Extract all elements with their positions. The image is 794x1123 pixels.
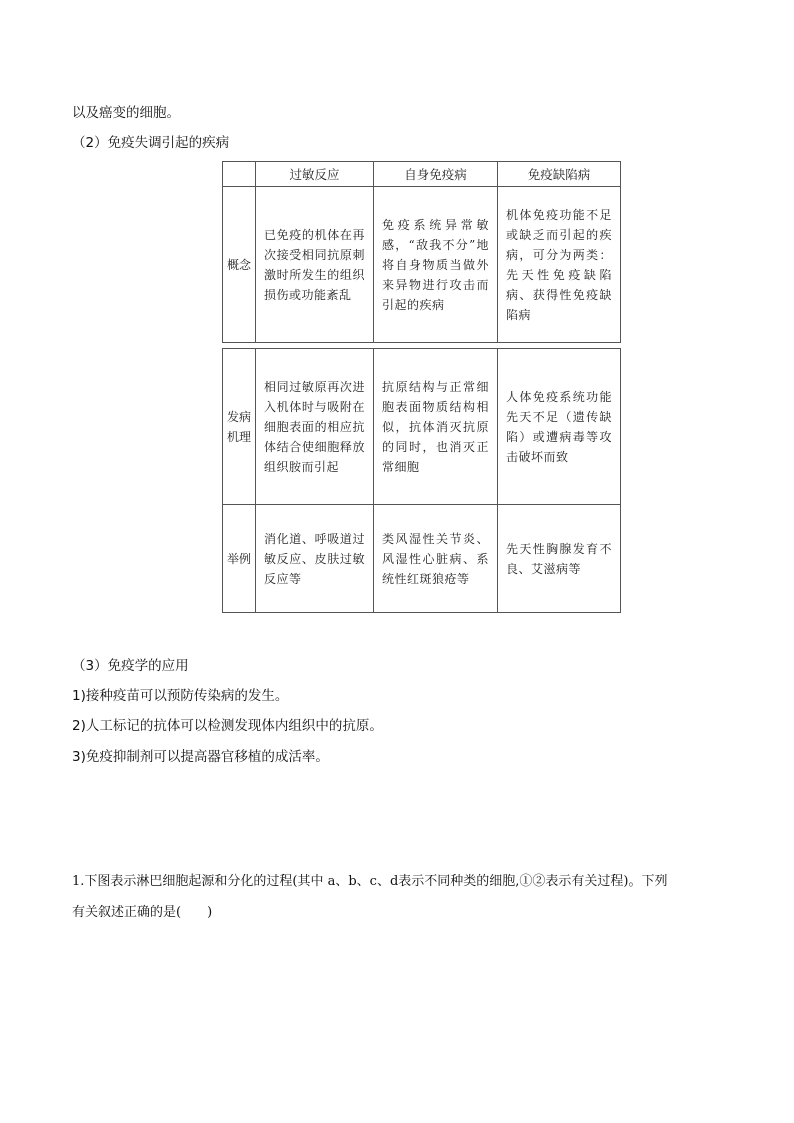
application-item-2: 2)人工标记的抗体可以检测发现体内组织中的抗原。 [72,718,383,734]
cell-examples-immunodeficiency: 先天性胸腺发育不良、艾滋病等 [498,505,621,613]
section2-title: （2）免疫失调引起的疾病 [72,135,230,151]
row-label-examples: 举例 [223,505,256,613]
question-line-1: 1.下图表示淋巴细胞起源和分化的过程(其中 a、b、c、d表示不同种类的细胞,①②表示有关过程)。下列 [72,874,668,889]
table-row-concept [223,187,621,343]
table-row-examples [223,505,621,613]
row-label-mechanism: 发病机理 [223,349,256,505]
section3-title: （3）免疫学的应用 [72,658,189,674]
cell-examples-allergy: 消化道、呼吸道过敏反应、皮肤过敏反应等 [256,505,374,613]
cell-concept-immunodeficiency: 机体免疫功能不足或缺乏而引起的疾病，可分为两类：先天性免疫缺陷病、获得性免疫缺陷病 [498,187,621,343]
question-line-2: 有关叙述正确的是( ) [72,905,213,920]
immune-disorder-table-top [222,161,621,343]
cell-examples-autoimmune: 类风湿性关节炎、风湿性心脏病、系统性红斑狼疮等 [374,505,498,613]
cell-mechanism-autoimmune: 抗原结构与正常细胞表面物质结构相似，抗体消灭抗原的同时，也消灭正常细胞 [374,349,498,505]
intro-line: 以及癌变的细胞。 [72,105,180,121]
cell-concept-allergy: 已免疫的机体在再次接受相同抗原刺激时所发生的组织损伤或功能紊乱 [256,187,374,343]
cell-mechanism-allergy: 相同过敏原再次进入机体时与吸附在细胞表面的相应抗体结合使细胞释放组织胺而引起 [256,349,374,505]
cell-mechanism-immunodeficiency: 人体免疫系统功能先天不足（遗传缺陷）或遭病毒等攻击破坏而致 [498,349,621,505]
table-header-immunodeficiency: 免疫缺陷病 [498,162,621,187]
row-label-concept: 概念 [223,187,256,343]
table-header-allergy: 过敏反应 [256,162,374,187]
table-header-row [223,162,621,187]
application-item-3: 3)免疫抑制剂可以提高器官移植的成活率。 [72,749,329,765]
table-row-mechanism [223,349,621,505]
table-header-empty [223,162,256,187]
immune-disorder-table-bottom [222,348,621,613]
application-item-1: 1)接种疫苗可以预防传染病的发生。 [72,688,289,704]
cell-concept-autoimmune: 免疫系统异常敏感，“敌我不分”地将自身物质当做外来异物进行攻击而引起的疾病 [374,187,498,343]
table-header-autoimmune: 自身免疫病 [374,162,498,187]
